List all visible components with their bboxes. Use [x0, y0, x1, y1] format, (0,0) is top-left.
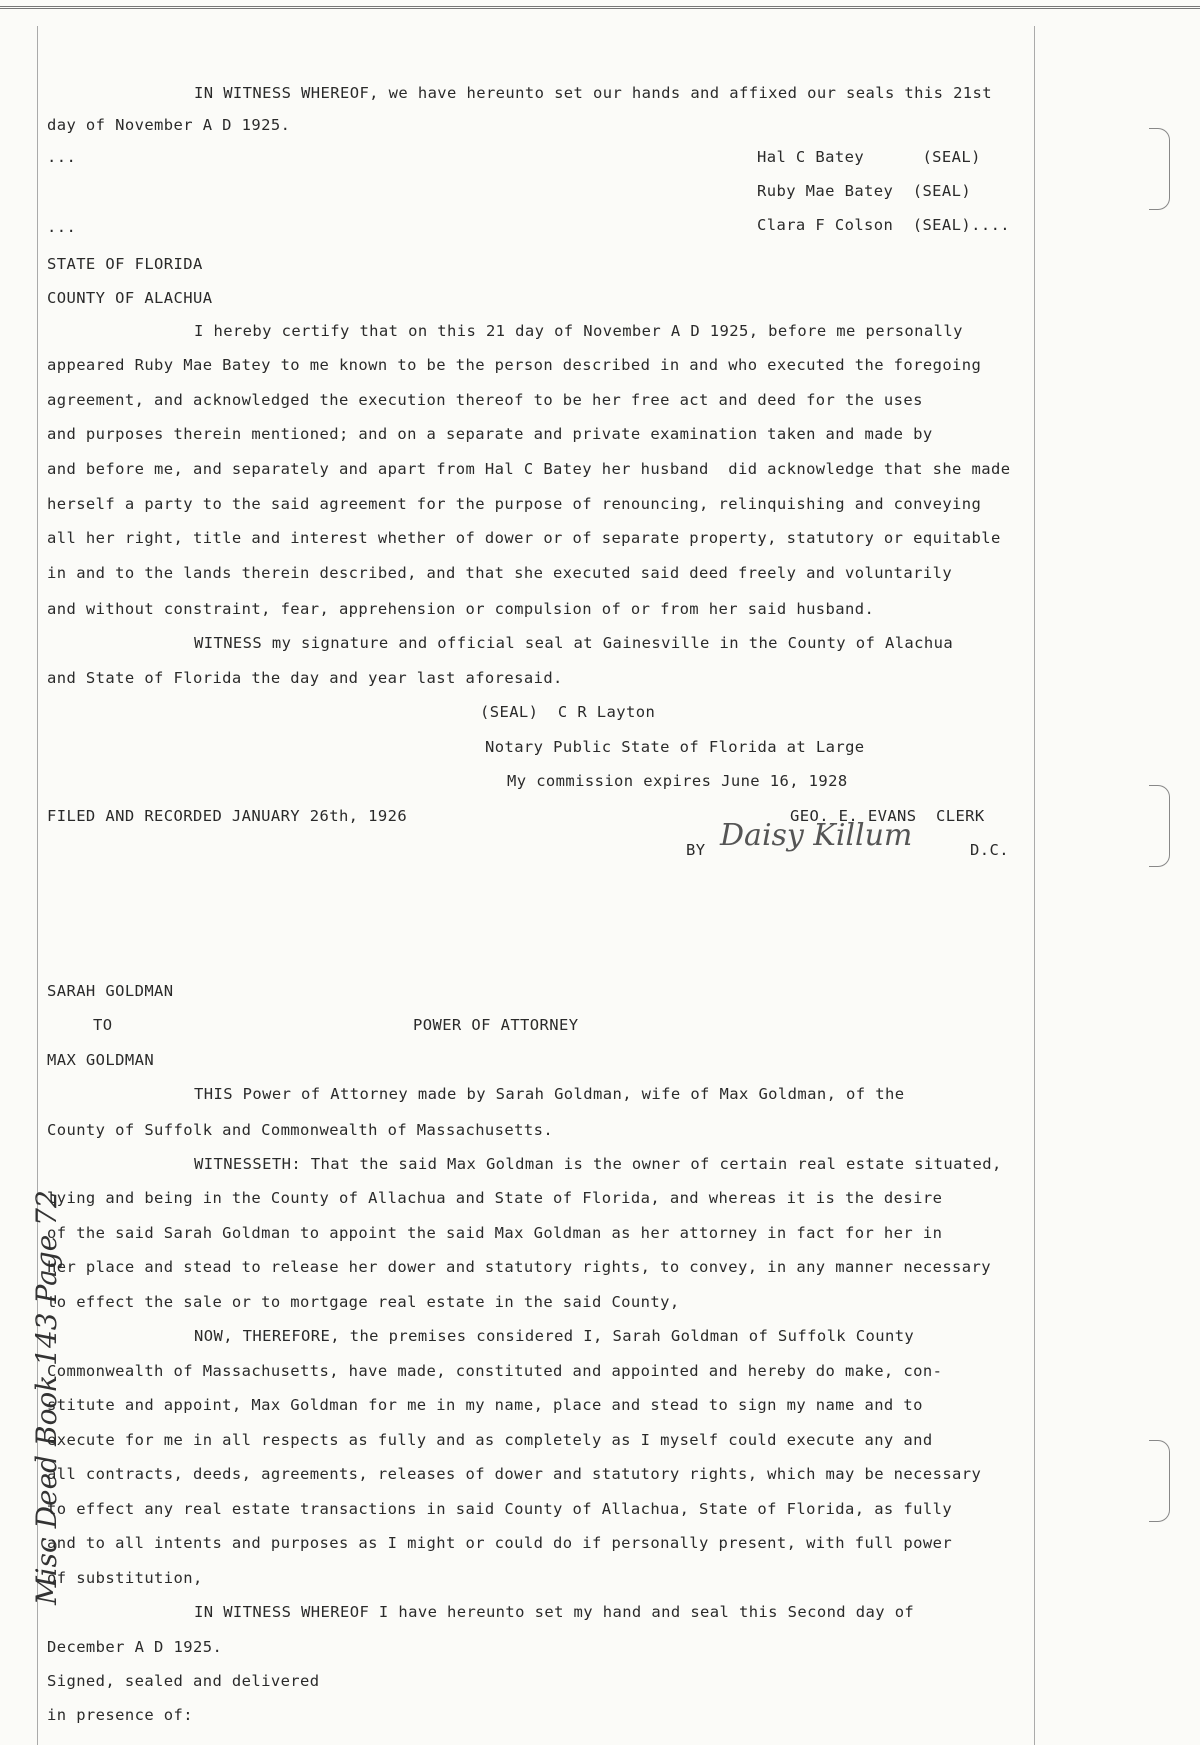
body-line: execute for me in all respects as fully and as completely as I myself could execute any and	[47, 1431, 933, 1449]
body-line: IN WITNESS WHEREOF I have hereunto set my hand and seal this Second day of	[194, 1603, 915, 1621]
filed-recorded: FILED AND RECORDED JANUARY 26th, 1926	[47, 807, 408, 825]
body-line: and to all intents and purposes as I might or could do if personally present, with full power	[47, 1534, 953, 1552]
body-line: December A D 1925.	[47, 1638, 223, 1656]
notary-witness-line: and State of Florida the day and year last aforesaid.	[47, 669, 563, 687]
punch-hole	[1149, 785, 1170, 867]
certificate-line: I hereby certify that on this 21 day of November A D 1925, before me personally	[194, 322, 963, 340]
certificate-line: in and to the lands therein described, and that she executed said deed freely and voluntarily	[47, 564, 953, 582]
punch-hole	[1149, 128, 1170, 210]
body-line: Commonwealth of Massachusetts, have made, constituted and appointed and hereby do make, con-	[47, 1362, 943, 1380]
ellipsis: ...	[47, 148, 77, 166]
notary-title: Notary Public State of Florida at Large	[485, 738, 865, 756]
notary-commission: My commission expires June 16, 1928	[507, 772, 848, 790]
signer-line: Hal C Batey (SEAL)	[757, 148, 981, 166]
right-margin-rule	[1034, 26, 1035, 1745]
party-grantor: SARAH GOLDMAN	[47, 982, 174, 1000]
certificate-line: agreement, and acknowledged the execution thereof to be her free act and deed for the uses	[47, 391, 923, 409]
top-border	[0, 6, 1200, 9]
body-line: lying and being in the County of Allachua and State of Florida, and whereas it is the desire	[47, 1189, 943, 1207]
body-line: County of Suffolk and Commonwealth of Massachusetts.	[47, 1121, 554, 1139]
body-line: of substitution,	[47, 1569, 203, 1587]
document-title: POWER OF ATTORNEY	[413, 1016, 579, 1034]
certificate-line: and purposes therein mentioned; and on a separate and private examination taken and made by	[47, 425, 933, 443]
deputy-clerk-label: D.C.	[970, 841, 1009, 859]
certificate-line: appeared Ruby Mae Batey to me known to be the person described in and who executed the foregoing	[47, 356, 982, 374]
margin-book-reference: Misc Deed Book 143 Page 72	[30, 1190, 63, 1605]
clerk-name: GEO. E. EVANS CLERK	[790, 807, 985, 825]
certificate-line: and before me, and separately and apart from Hal C Batey her husband did acknowledge that she made	[47, 460, 1011, 478]
ellipsis: ...	[47, 218, 77, 236]
body-line: her place and stead to release her dower and statutory rights, to convey, in any manner necessary	[47, 1258, 991, 1276]
notary-name: (SEAL) C R Layton	[480, 703, 656, 721]
signer-line: Ruby Mae Batey (SEAL)	[757, 182, 972, 200]
certificate-line: all her right, title and interest whether of dower or of separate property, statutory or equitable	[47, 529, 1001, 547]
body-line: to effect the sale or to mortgage real estate in the said County,	[47, 1293, 680, 1311]
body-line: NOW, THEREFORE, the premises considered I, Sarah Goldman of Suffolk County	[194, 1327, 915, 1345]
body-line: to effect any real estate transactions in said County of Allachua, State of Florida, as fully	[47, 1500, 953, 1518]
party-grantee: MAX GOLDMAN	[47, 1051, 155, 1069]
witness-clause: IN WITNESS WHEREOF, we have hereunto set our hands and affixed our seals this 21st	[194, 84, 993, 102]
clerk-signature: Daisy Killum	[720, 818, 913, 853]
body-line: all contracts, deeds, agreements, releases of dower and statutory rights, which may be necessary	[47, 1465, 982, 1483]
body-line: in presence of:	[47, 1706, 193, 1724]
body-line: stitute and appoint, Max Goldman for me in my name, place and stead to sign my name and to	[47, 1396, 923, 1414]
to-label: TO	[93, 1016, 113, 1034]
certificate-line: and without constraint, fear, apprehension or compulsion of or from her said husband.	[47, 600, 875, 618]
by-label: BY	[686, 841, 706, 859]
body-line: of the said Sarah Goldman to appoint the said Max Goldman as her attorney in fact for her in	[47, 1224, 943, 1242]
certificate-line: herself a party to the said agreement for the purpose of renouncing, relinquishing and conveying	[47, 495, 982, 513]
witness-date: day of November A D 1925.	[47, 116, 291, 134]
punch-hole	[1149, 1440, 1170, 1522]
body-line: WITNESSETH: That the said Max Goldman is the owner of certain real estate situated,	[194, 1155, 1002, 1173]
signer-line: Clara F Colson (SEAL)....	[757, 216, 1011, 234]
state-heading: STATE OF FLORIDA	[47, 255, 203, 273]
body-line: THIS Power of Attorney made by Sarah Goldman, wife of Max Goldman, of the	[194, 1085, 905, 1103]
county-heading: COUNTY OF ALACHUA	[47, 289, 213, 307]
notary-witness-line: WITNESS my signature and official seal at Gainesville in the County of Alachua	[194, 634, 954, 652]
body-line: Signed, sealed and delivered	[47, 1672, 320, 1690]
